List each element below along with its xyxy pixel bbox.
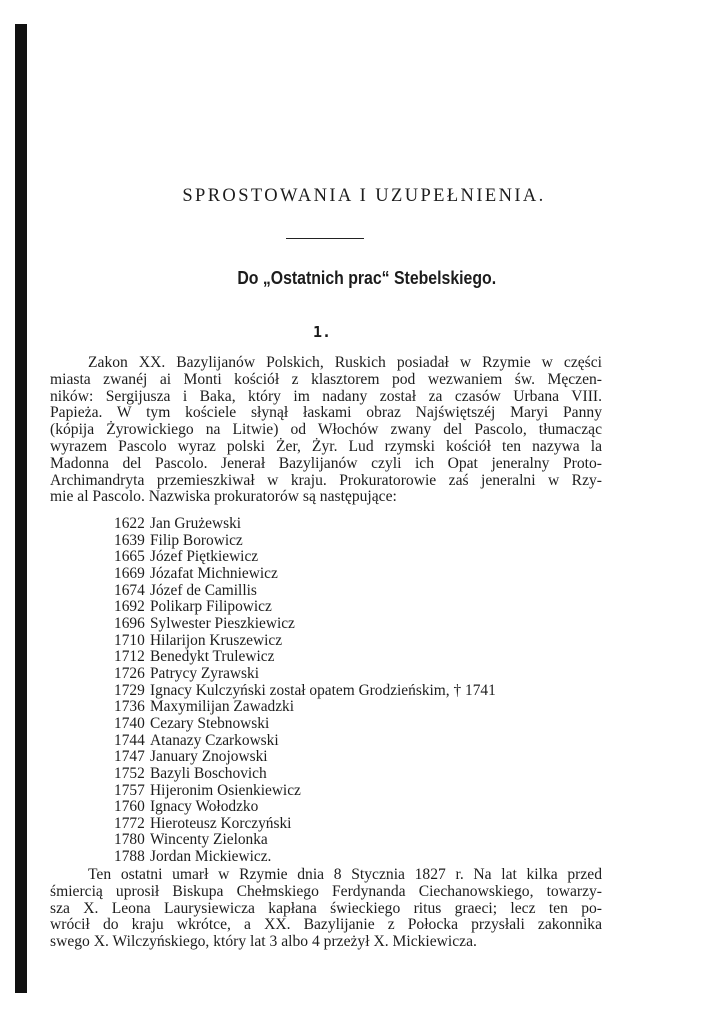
list-item [114,583,496,600]
list-item [114,749,496,766]
list-year: 1696 [114,614,145,632]
list-name: Bazyli Boschovich [150,764,267,782]
scan-binding-edge [15,24,27,993]
list-item [114,616,496,633]
list-name: Polikarp Filipowicz [150,598,272,616]
list-item [114,566,496,583]
list-year: 1747 [114,748,145,766]
list-item [114,816,496,833]
list-year: 1757 [114,781,145,799]
list-name: Jan Grużewski [150,515,242,532]
page-title: SPROSTOWANIA I UZUPEŁNIENIA. [182,186,546,206]
list-name: Wincenty Zielonka [150,831,268,849]
list-item [114,849,496,866]
list-year: 1744 [114,731,145,749]
list-name: Hijeronim Osienkiewicz [150,781,301,799]
paragraph-line: śmiercią uprosił Biskupa Chełmskiego Ferdynanda Ciechanowskiego, towarzy- [50,882,602,900]
list-item [114,733,496,750]
list-item [114,783,496,800]
paragraph-line: swego X. Wilczyńskiego, który lat 3 albo 4 przeżył X. Mickiewicza. [50,933,477,951]
paragraph-line: mie al Pascolo. Nazwiska prokuratorów są następujące: [50,488,397,506]
paragraph-closing [50,867,602,951]
list-year: 1726 [114,664,145,682]
list-year: 1729 [114,681,145,699]
list-item [114,766,496,783]
list-name: Józef Piętkiewicz [150,548,259,566]
list-year: 1710 [114,631,145,649]
list-year: 1760 [114,798,145,816]
list-year: 1639 [114,531,145,549]
page-subtitle: Do „Ostatnich prac“ Stebelskiego. [237,268,497,288]
list-year: 1736 [114,698,145,716]
list-item [114,683,496,700]
list-year: 1740 [114,714,145,732]
list-name: Ignacy Wołodzko [150,798,259,816]
title-divider-rule [286,238,364,239]
paragraph-intro [50,355,602,506]
list-item [114,649,496,666]
paragraph-line: wrócił do kraju wkrótce, a XX. Bazylijanie z Połocka przysłali zakonnika [50,916,602,934]
list-year: 1788 [114,848,145,866]
list-name: Sylwester Pieszkiewicz [150,614,295,632]
paragraph-line: sza X. Leona Laurysiewicza kapłana świeckiego ritus graeci; lecz ten po- [50,899,602,917]
list-year: 1752 [114,764,145,782]
list-name: Benedykt Trulewicz [150,648,275,666]
list-name: Józafat Michniewicz [150,564,278,582]
list-item [114,699,496,716]
list-name: Józef de Camillis [150,581,257,599]
list-name: Jordan Mickiewicz. [150,848,272,866]
paragraph-line: Madonna del Pascolo. Jenerał Bazylijanów czyli ich Opat jeneralny Proto- [50,454,602,472]
list-item [114,666,496,683]
list-name: January Znojowski [150,748,268,766]
list-year: 1692 [114,598,145,616]
list-name: Hilarijon Kruszewicz [150,631,283,649]
list-year: 1669 [114,564,145,582]
list-item [114,633,496,650]
list-name: Atanazy Czarkowski [150,731,279,749]
list-name: Ignacy Kulczyński został opatem Grodzieńskim, † 1741 [150,681,496,699]
list-name: Maxymilijan Zawadzki [150,698,295,716]
procurator-list [114,516,496,866]
list-year: 1772 [114,814,145,832]
list-item [114,516,496,533]
list-item [114,599,496,616]
list-year: 1622 [114,515,145,532]
paragraph-line: Zakon XX. Bazylijanów Polskich, Ruskich posiadał w Rzymie w części [88,354,602,371]
list-item [114,832,496,849]
list-item [114,549,496,566]
list-item [114,533,496,550]
list-name: Cezary Stebnowski [150,714,270,732]
paragraph-line: Ten ostatni umarł w Rzymie dnia 8 Stycznia 1827 r. Na lat kilka przed [88,866,602,883]
list-item [114,716,496,733]
list-item [114,799,496,816]
list-name: Patrycy Zyrawski [150,664,259,682]
paragraph-line: Papieża. W tym kościele słynął łaskami obraz Najświętszéj Maryi Panny [50,404,602,422]
list-year: 1712 [114,648,145,666]
list-name: Filip Borowicz [150,531,243,549]
list-name: Hieroteusz Korczyński [150,814,292,832]
section-number: 1. [313,323,332,341]
paragraph-line: (kópija Żyrowickiego na Litwie) od Włochów zwany del Pascolo, tłumacząc [50,421,602,439]
paragraph-line: miasta zwanéj ai Monti kościół z klasztorem pod wezwaniem św. Męczen- [50,370,602,388]
list-year: 1674 [114,581,145,599]
list-year: 1780 [114,831,145,849]
list-year: 1665 [114,548,145,566]
paragraph-line: ników: Sergijusza i Baka, który im nadany został za czasów Urbana VIII. [50,387,602,405]
paragraph-line: Archimandryta przemieszkiwał w kraju. Prokuratorowie zaś jeneralni w Rzy- [50,471,602,489]
paragraph-line: wyrazem Pascolo wyraz polski Żer, Żyr. Lud rzymski kościół ten nazywa la [50,437,602,455]
